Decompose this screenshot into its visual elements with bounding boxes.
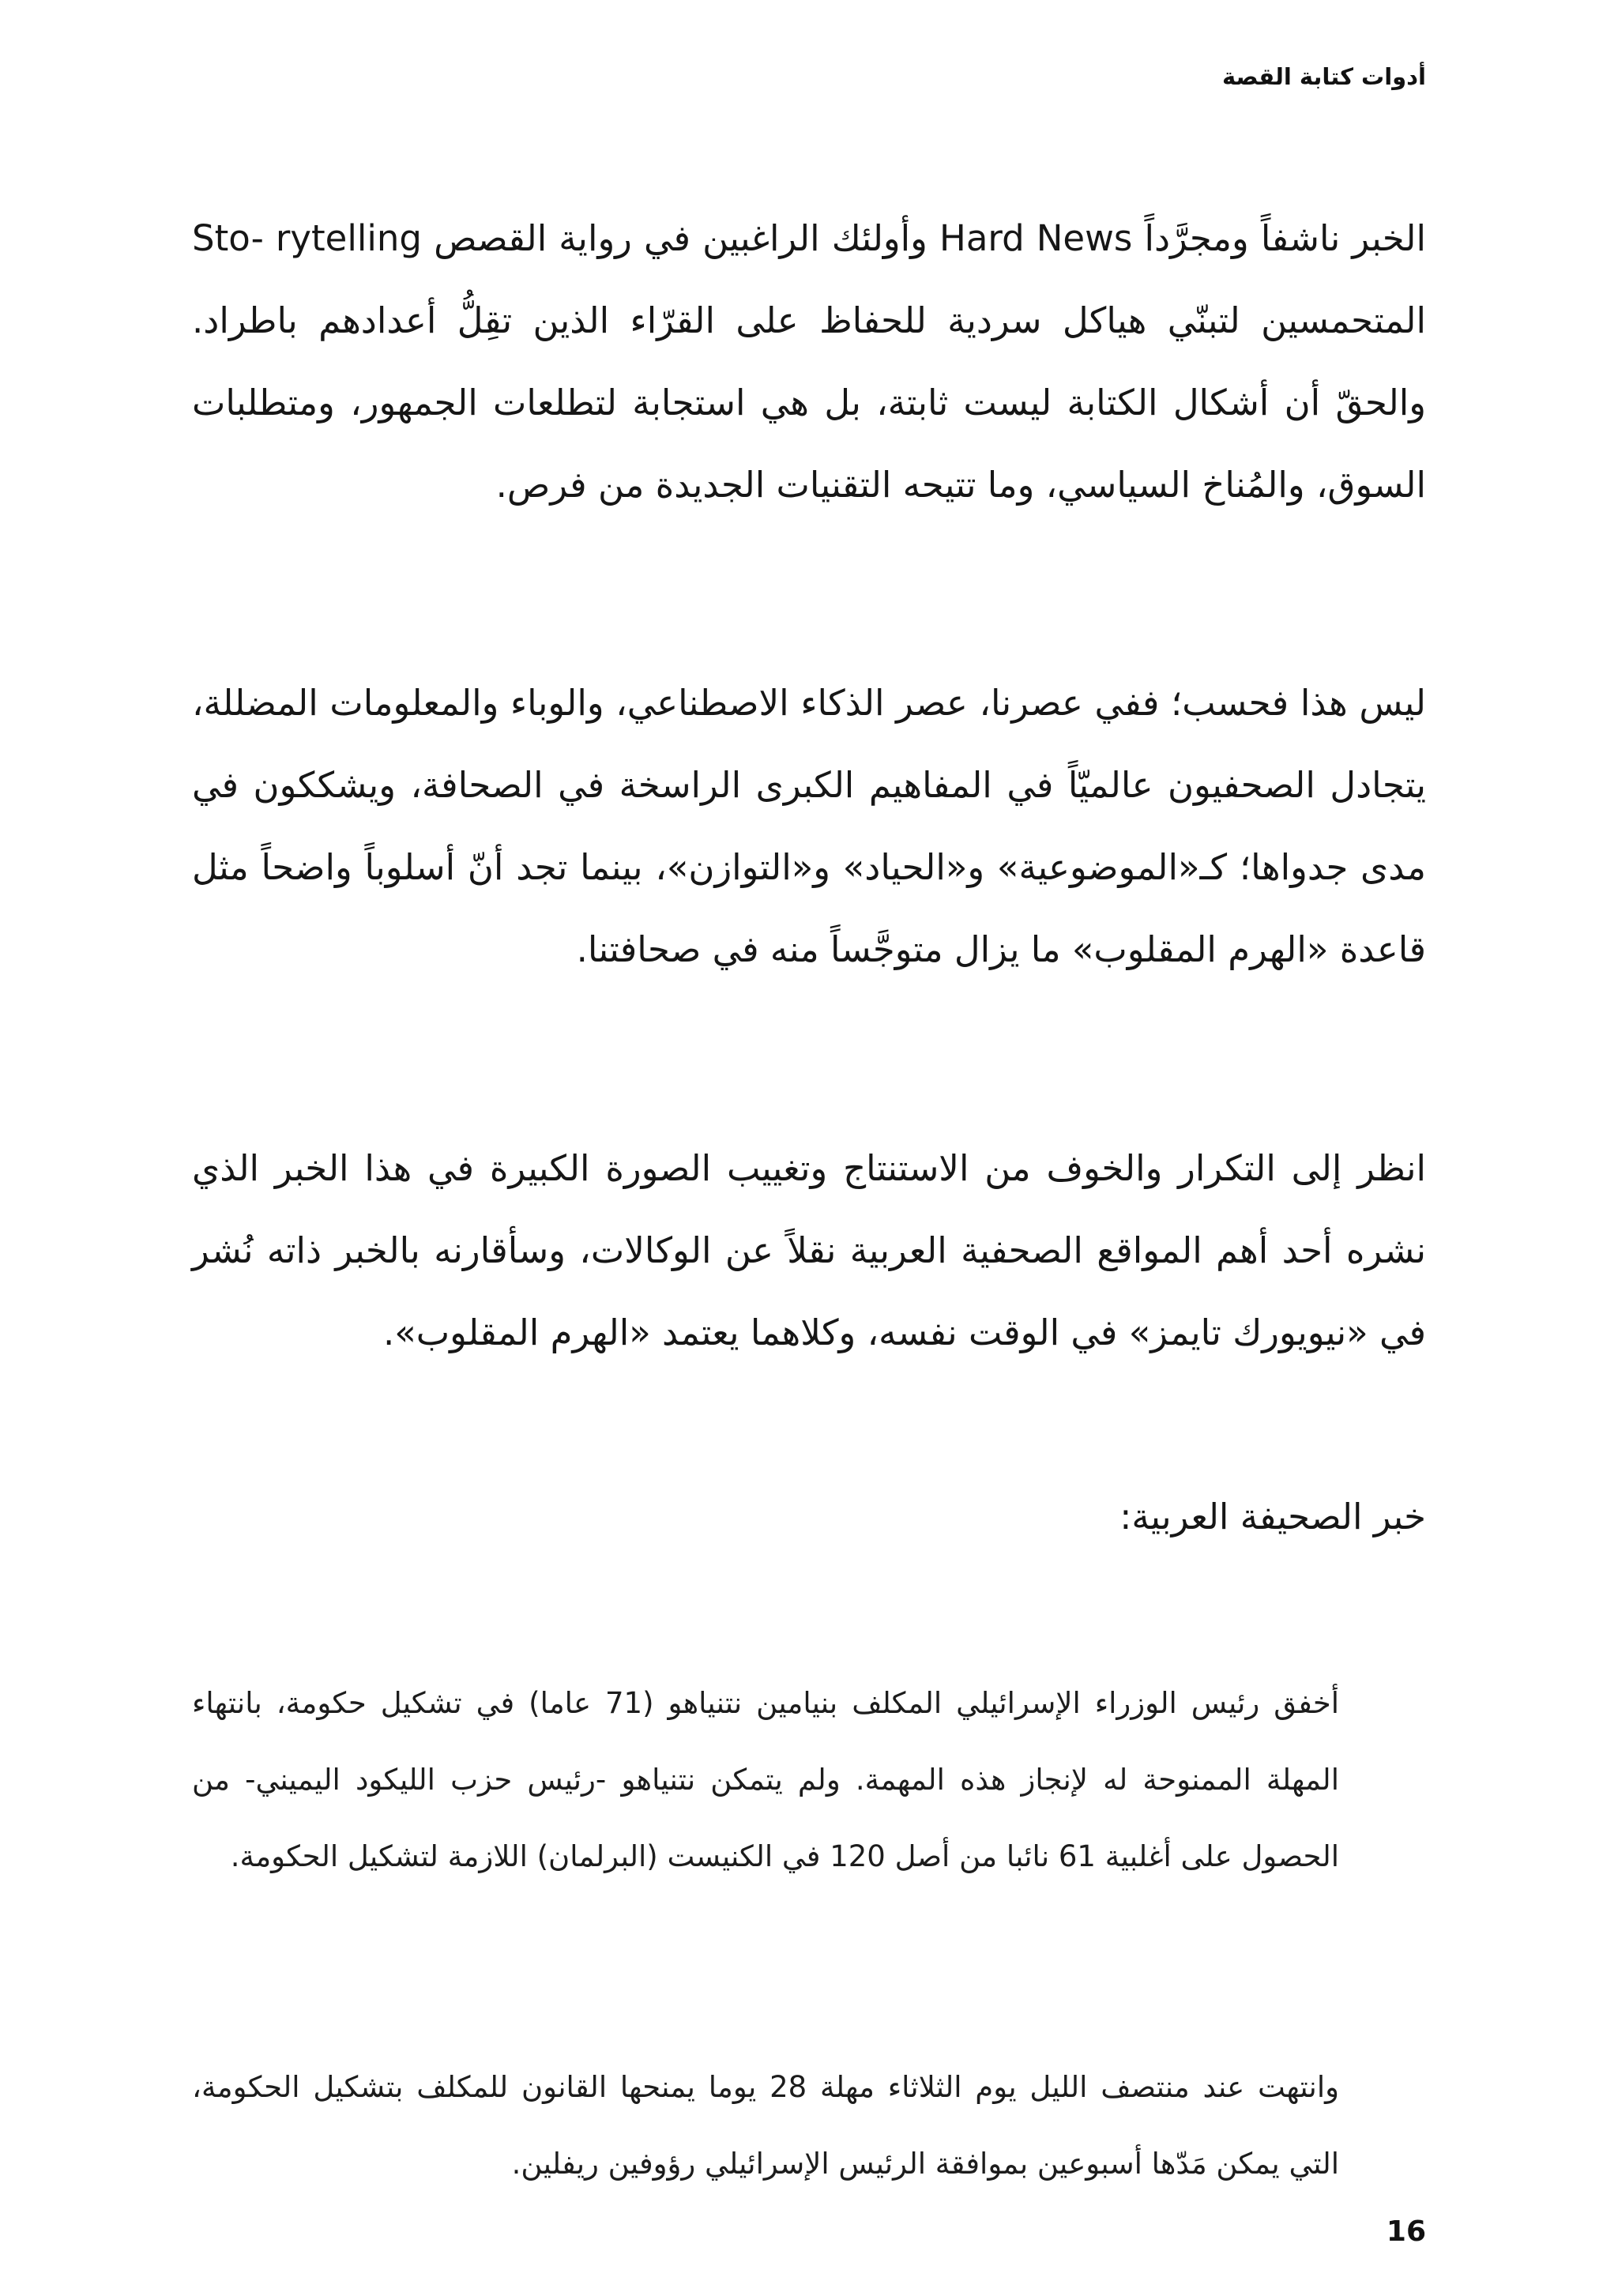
section-subheading: خبر الصحيفة العربية: <box>1119 1496 1426 1538</box>
running-header-title: أدوات كتابة القصة <box>1221 63 1426 90</box>
body-paragraph-3: انظر إلى التكرار والخوف من الاستنتاج وتغييب الصورة الكبيرة في هذا الخبر الذي نشره أحد أهم المواقع الصحفية العربية نقلاً عن الوكالات، وسأقارنه بالخبر ذاته نُشر في «نيويورك تايمز» في الوقت نفسه، وكلاهما يعتمد «الهرم المقلوب». <box>192 1147 1426 1353</box>
page-number: 16 <box>1386 2215 1426 2248</box>
quoted-news-paragraph-2: وانتهت عند منتصف الليل يوم الثلاثاء مهلة 28 يوما يمنحها القانون للمكلف بتشكيل الحكومة، التي يمكن مَدّها أسبوعين بموافقة الرئيس الإسرائيلي رؤوفين ريفلين. <box>192 2070 1339 2181</box>
quoted-news-paragraph-1: أخفق رئيس الوزراء الإسرائيلي المكلف بنيامين نتنياهو (71 عاما) في تشكيل حكومة، بانتهاء المهلة الممنوحة له لإنجاز هذه المهمة. ولم يتمكن نتنياهو -رئيس حزب الليكود اليميني- من الحصول على أغلبية 61 نائبا من أصل 120 في الكنيست (البرلمان) اللازمة لتشكيل الحكومة. <box>192 1686 1339 1873</box>
body-paragraph-1: الخبر ناشفاً ومجرَّداً Hard News وأولئك الراغبين في رواية القصص Sto- rytelling المتحمسين لتبنّي هياكل سردية للحفاظ على القرّاء الذين تقِلُّ أعدادهم باطراد. والحقّ أن أشكال الكتابة ليست ثابتة، بل هي استجابة لتطلعات الجمهور، ومتطلبات السوق، والمُناخ السياسي، وما تتيحه التقنيات الجديدة من فرص. <box>192 217 1426 506</box>
body-paragraph-2: ليس هذا فحسب؛ ففي عصرنا، عصر الذكاء الاصطناعي، والوباء والمعلومات المضللة، يتجادل الصحفيون عالميّاً في المفاهيم الكبرى الراسخة في الصحافة، ويشككون في مدى جدواها؛ كـ«الموضوعية» و«الحياد» و«التوازن»، بينما تجد أنّ أسلوباً واضحاً مثل قاعدة «الهرم المقلوب» ما يزال متوجَّساً منه في صحافتنا. <box>192 682 1426 970</box>
